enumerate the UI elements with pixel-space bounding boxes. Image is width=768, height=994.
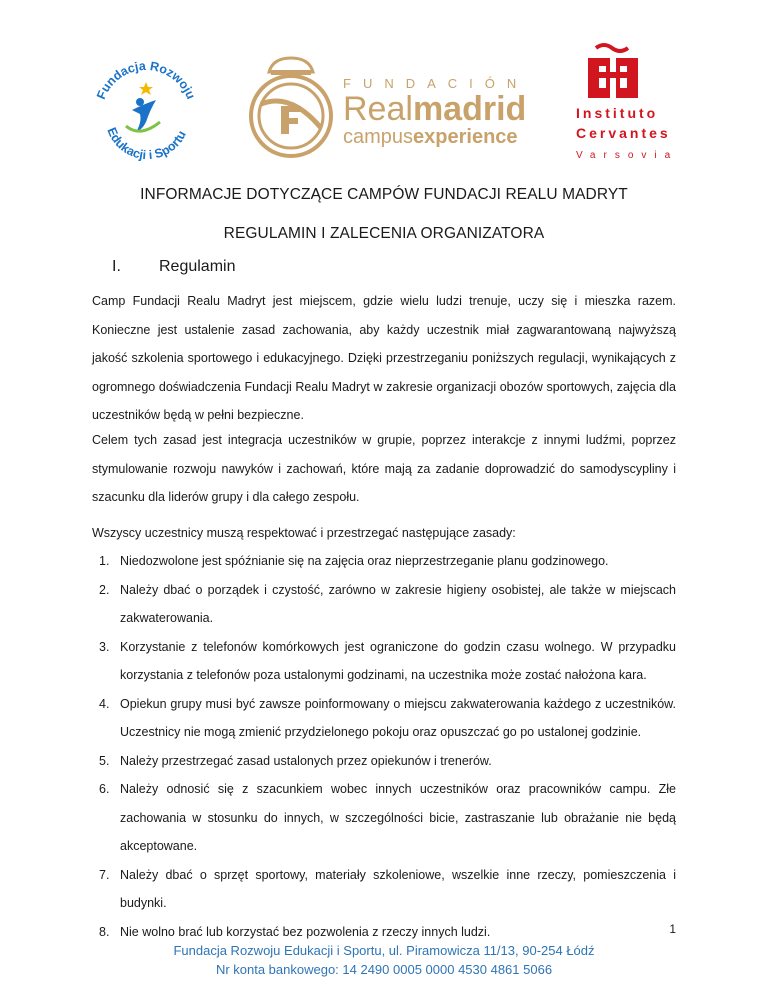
cervantes-emblem-icon (588, 45, 638, 98)
list-item (92, 918, 676, 947)
brand-madrid-text: madrid (412, 90, 527, 128)
list-item (92, 747, 676, 776)
real-madrid-crest-icon (251, 58, 331, 156)
svg-text:Fundacja Rozwoju (94, 59, 198, 101)
rule-text: Należy dbać o porządek i czystość, zarówno w zakresie higieny osobistej, ale także w miejscach zakwaterowania. (120, 582, 676, 625)
fundacion-text: FUNDACIÓN (343, 76, 529, 91)
section-title: Regulamin (159, 258, 236, 275)
campus-text: campus (343, 126, 414, 148)
document-subtitle: REGULAMIN I ZALECENIA ORGANIZATORA (223, 225, 545, 242)
experience-text: experience (413, 126, 518, 148)
rule-number: 3. (99, 639, 110, 654)
list-item (92, 690, 676, 747)
logo-left-line1: Fundacja Rozwoju (93, 58, 199, 102)
rule-text: Należy przestrzegać zasad ustalonych przez opiekunów i trenerów. (120, 753, 492, 768)
list-item (92, 576, 676, 633)
rule-number: 8. (99, 924, 110, 939)
real-madrid-foundation-logo (243, 48, 533, 158)
section-number: I. (112, 258, 121, 275)
instituto-text: Instituto (576, 105, 659, 121)
instituto-cervantes-logo (568, 42, 678, 162)
varsovia-text: Varsovia (576, 150, 678, 161)
intro-paragraph: Camp Fundacji Realu Madryt jest miejscem, gdzie wielu ludzi trenuje, uczy się i mieszka razem. Konieczne jest ustalenie zasad zachowania, aby każdy uczestnik miał zagwarantowaną najwyższą jakość szkolenia sportowego i edukacyjnego. Dzięki przestrzeganiu poniższych regulacji, wynikających z ogromnego doświadczenia Fundacji Realu Madryt w zakresie organizacji obozów sportowych, zajęcia dla uczestników będą w pełni bezpieczne. (92, 294, 676, 422)
rule-text: Korzystanie z telefonów komórkowych jest ograniczone do godzin czasu wolnego. W przypadku korzystania z telefonów poza ustalonymi godzinami, na uczestnika może zostać nałożona kara. (120, 639, 676, 682)
rule-number: 5. (99, 753, 110, 768)
athlete-icon (126, 82, 160, 132)
rule-text: Nie wolno brać lub korzystać bez pozwolenia z rzeczy innych ludzi. (120, 924, 491, 939)
rule-number: 4. (99, 696, 110, 711)
rule-number: 6. (99, 782, 110, 796)
rule-number: 7. (99, 867, 110, 882)
svg-text:Realmadrid (343, 90, 526, 128)
rule-number: 2. (99, 582, 110, 597)
document-title: INFORMACJE DOTYCZĄCE CAMPÓW FUNDACJI REALU MADRYT (140, 186, 628, 203)
rule-text: Opiekun grupy musi być zawsze poinformowany o miejscu zakwaterowania każdego z uczestników. Uczestnicy nie mogą zmienić przydzielonego pokoju oraz opuszczać go po ustalonej godzinie. (120, 696, 676, 739)
svg-text:campusexperience (343, 126, 518, 148)
list-item (92, 861, 676, 918)
list-item (92, 547, 676, 576)
footer-address: Fundacja Rozwoju Edukacji i Sportu, ul. Piramowicza 11/13, 90-254 Łódź (173, 943, 595, 958)
rules-list (92, 547, 676, 946)
rules-intro-paragraph: Wszyscy uczestnicy muszą respektować i przestrzegać następujące zasady: (92, 526, 516, 540)
purpose-paragraph: Celem tych zasad jest integracja uczestników w grupie, poprzez interakcje z innymi ludźmi, poprzez stymulowanie rozwoju nawyków i zachowań, które mają za zadanie doprowadzić do samodyscypliny i szacunku dla liderów grupy i dla całego zespołu. (92, 433, 676, 504)
logo-left-line2: Edukacji i Sportu (104, 125, 189, 163)
rule-text: Należy odnosić się z szacunkiem wobec innych uczestników oraz pracowników campu. Złe zachowania w stosunku do innych, w szczególności bicie, zastraszanie lub obrażanie nie będą akceptowane. (120, 782, 676, 853)
brand-real-text: Real (343, 90, 413, 128)
rule-text: Należy dbać o sprzęt sportowy, materiały szkoleniowe, wszelkie inne rzeczy, pomieszczenia i budynki. (120, 867, 676, 910)
list-item (92, 775, 676, 861)
rule-text: Niedozwolone jest spóźnianie się na zajęcia oraz nieprzestrzeganie planu godzinowego. (120, 554, 609, 568)
footer-bank-account: Nr konta bankowego: 14 2490 0005 0000 4530 4861 5066 (215, 962, 553, 977)
section-heading (112, 258, 235, 276)
list-item (92, 633, 676, 690)
cervantes-text: Cervantes (576, 125, 671, 141)
rule-number: 1. (99, 554, 110, 568)
page-number: 1 (669, 922, 676, 936)
fundacja-rozwoju-logo (92, 52, 200, 172)
